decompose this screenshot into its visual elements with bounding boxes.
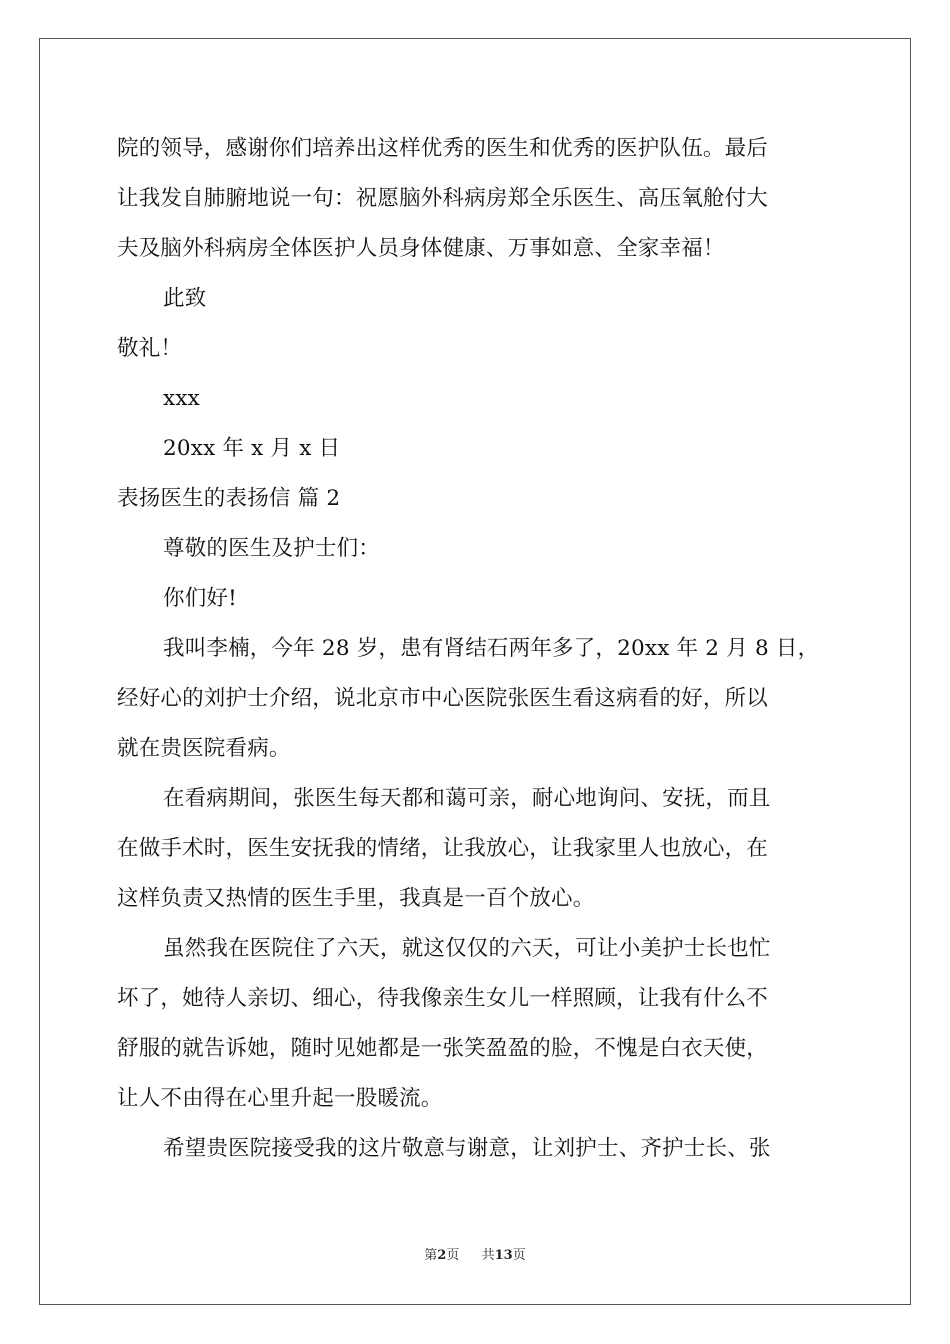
body-line: 在看病期间，张医生每天都和蔼可亲，耐心地询问、安抚，而且 [163, 786, 771, 811]
body-line: 院的领导，感谢你们培养出这样优秀的医生和优秀的医护队伍。最后 [117, 136, 769, 161]
letter-hello: 你们好! [163, 586, 237, 611]
signature-name: xxx [163, 386, 200, 411]
body-line: 希望贵医院接受我的这片敬意与谢意，让刘护士、齐护士长、张 [163, 1136, 771, 1161]
body-line: 这样负责又热情的医生手里，我真是一百个放心。 [117, 886, 595, 911]
body-line: 就在贵医院看病。 [117, 736, 291, 761]
body-line: 舒服的就告诉她，随时见她都是一张笑盈盈的脸，不愧是白衣天使， [117, 1036, 769, 1061]
body-line: 虽然我在医院住了六天，就这仅仅的六天，可让小美护士长也忙 [163, 936, 771, 961]
closing-regards: 敬礼！ [117, 336, 183, 361]
body-line: 我叫李楠，今年 28 岁，患有肾结石两年多了，20xx 年 2 月 8 日， [163, 636, 820, 661]
closing-salutation: 此致 [163, 286, 207, 311]
section-heading: 表扬医生的表扬信 篇 2 [117, 486, 341, 511]
body-line: 夫及脑外科病房全体医护人员身体健康、万事如意、全家幸福！ [117, 236, 725, 261]
page-footer [0, 1247, 950, 1265]
body-line: 经好心的刘护士介绍，说北京市中心医院张医生看这病看的好，所以 [117, 686, 769, 711]
page-frame [39, 38, 911, 1305]
signature-date: 20xx 年 x 月 x 日 [163, 436, 341, 461]
page-number-label: 第2页 [424, 1248, 460, 1263]
body-line: 让我发自肺腑地说一句：祝愿脑外科病房郑全乐医生、高压氧舱付大 [117, 186, 769, 211]
letter-greeting: 尊敬的医生及护士们： [163, 536, 381, 561]
body-line: 坏了，她待人亲切、细心，待我像亲生女儿一样照顾，让我有什么不 [117, 986, 769, 1011]
page-total-label: 共13页 [481, 1248, 526, 1263]
body-line: 在做手术时，医生安抚我的情绪，让我放心，让我家里人也放心，在 [117, 836, 769, 861]
body-line: 让人不由得在心里升起一股暖流。 [117, 1086, 443, 1111]
